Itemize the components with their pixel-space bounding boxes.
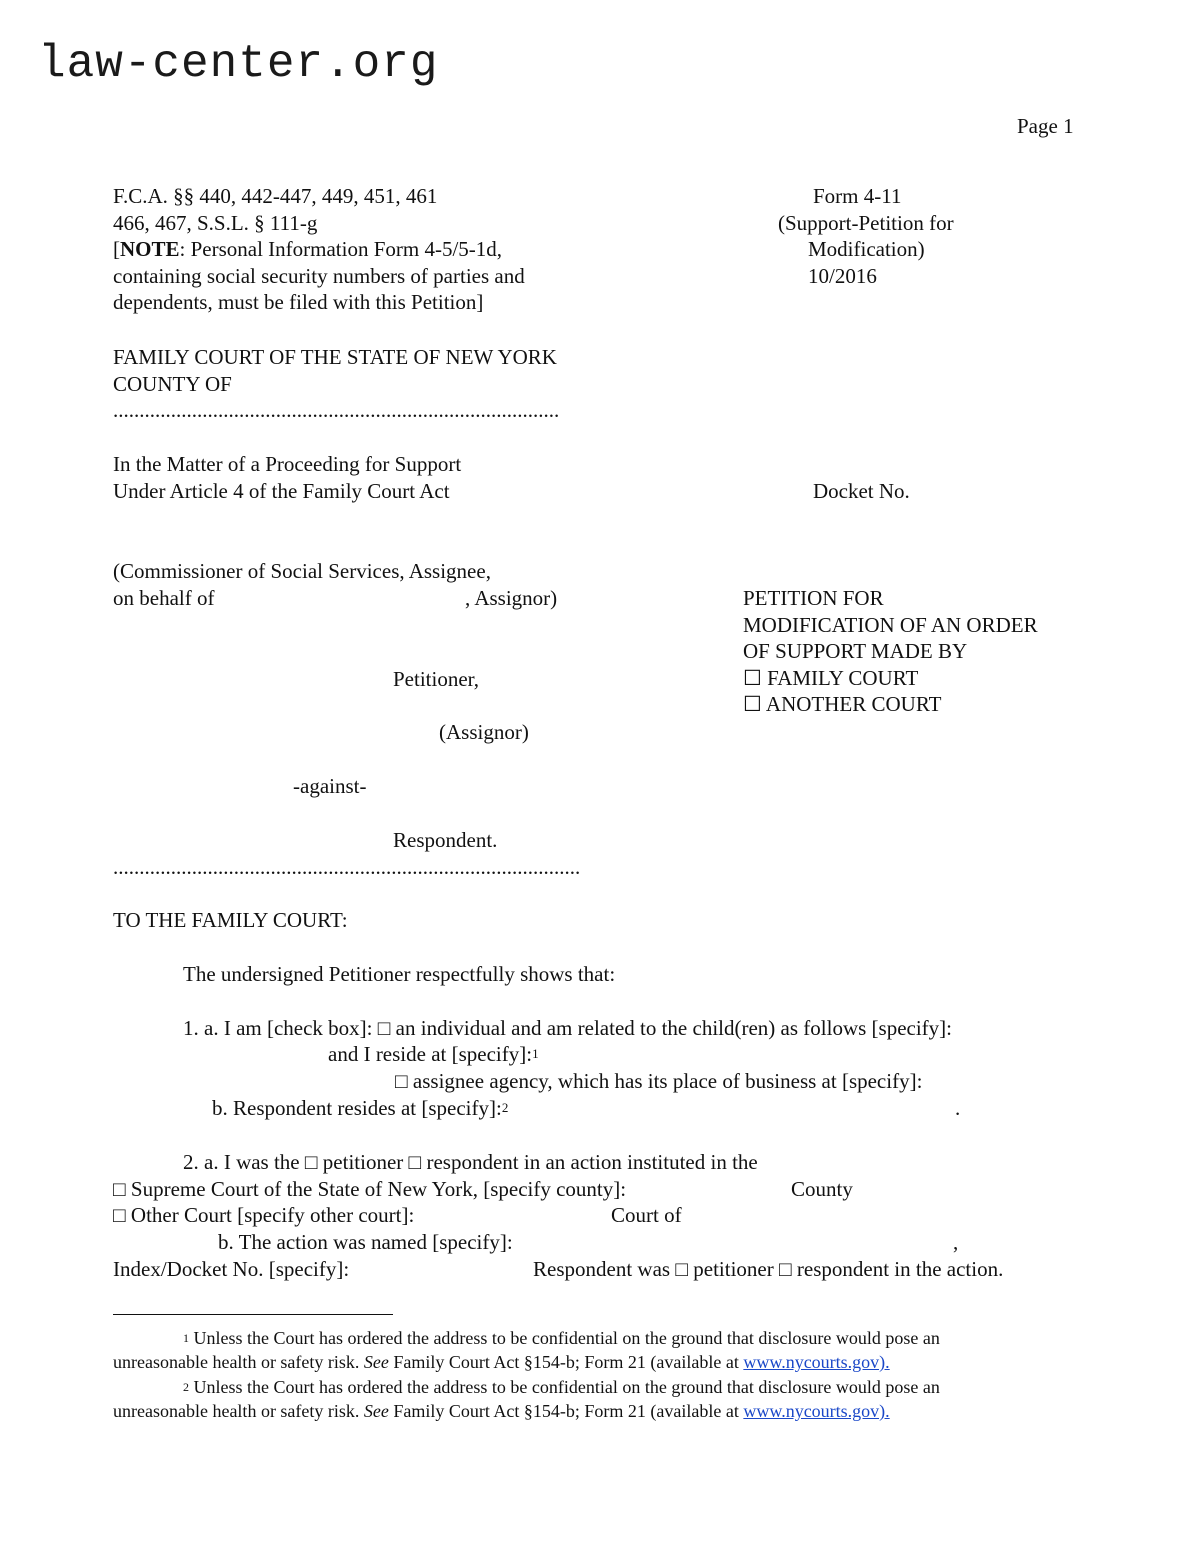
note-line-1: [NOTE: Personal Information Form 4-5/5-1d,	[113, 237, 503, 261]
item-2b: b. The action was named [specify]:	[218, 1230, 513, 1254]
statute-header	[113, 183, 525, 316]
item-1a: 1. a. I am [check box]: □ an individual and am related to the child(ren) as follows [specify]:	[183, 1016, 953, 1040]
footnote-1-see: See	[363, 1352, 389, 1372]
against-label: -against-	[293, 774, 367, 798]
respondent-label: Respondent.	[393, 828, 498, 852]
court-divider: .....................................................................................	[113, 398, 560, 422]
to-court-heading: TO THE FAMILY COURT:	[113, 908, 348, 932]
footnote-2: $^2$ Unless the Court has ordered the address to be confidential on the ground that disclosure would pose an unreasonable health or safety risk. See Family Court Act §154-b; Form 21 (available at www.nycourts.gov).	[113, 1377, 940, 1421]
item-2a: 2. a. I was the □ petitioner □ respondent in an action instituted in the	[183, 1150, 758, 1174]
item-2a-court-of: Court of	[611, 1203, 682, 1227]
family-court-checkbox[interactable]: ☐ FAMILY COURT	[743, 665, 919, 690]
footnote-1-number: 1	[183, 1331, 189, 1345]
item-2a-other: □ Other Court [specify other court]:	[113, 1203, 415, 1227]
court-name: FAMILY COURT OF THE STATE OF NEW YORK	[113, 345, 557, 369]
docket-label: Docket No.	[813, 479, 910, 503]
petition-title-line-3: OF SUPPORT MADE BY	[743, 639, 968, 663]
item-1b-end: .	[955, 1096, 961, 1120]
item-2-index: Index/Docket No. [specify]:	[113, 1257, 350, 1281]
footnote-1: $^1$ Unless the Court has ordered the address to be confidential on the ground that disclosure would pose an unreasonable health or safety risk. See Family Court Act §154-b; Form 21 (available at www.nycourts.gov).	[113, 1328, 940, 1372]
petition-title-line-1: PETITION FOR	[743, 586, 884, 610]
petition-title	[743, 585, 1038, 718]
matter-caption	[113, 451, 461, 504]
note-line-3: dependents, must be filed with this Petition]	[113, 290, 484, 314]
form-number: Form 4-11	[813, 184, 902, 208]
footnote-2-see: See	[363, 1401, 389, 1421]
item-2a-county: County	[791, 1177, 853, 1201]
site-brand: law-center.org	[38, 38, 439, 90]
form-type-2: Modification)	[808, 237, 925, 261]
commissioner-line: (Commissioner of Social Services, Assignee,	[113, 559, 491, 583]
item-1a-agency: □ assignee agency, which has its place of business at [specify]:	[395, 1069, 923, 1093]
item-2-respondent-was: Respondent was □ petitioner □ respondent in the action.	[533, 1257, 1004, 1281]
footnote-ref-2: 2	[501, 1100, 509, 1115]
item-1b: b. Respondent resides at [specify]:$^2$	[212, 1096, 509, 1120]
footnote-2-link[interactable]: www.nycourts.gov).	[743, 1401, 890, 1421]
footnote-separator	[113, 1314, 393, 1315]
on-behalf-label: on behalf of	[113, 586, 215, 610]
item-2b-comma: ,	[953, 1230, 959, 1254]
assignor-suffix: , Assignor)	[465, 586, 558, 610]
statute-line-2: 466, 467, S.S.L. § 111-g	[113, 210, 318, 235]
court-heading	[113, 344, 559, 424]
intro-paragraph: The undersigned Petitioner respectfully shows that:	[183, 962, 616, 986]
footnote-1-link[interactable]: www.nycourts.gov).	[743, 1352, 890, 1372]
note-line-2: containing social security numbers of parties and	[113, 263, 525, 288]
petitioner-label: Petitioner,	[393, 667, 480, 691]
form-type: (Support-Petition for	[778, 211, 954, 235]
statute-line-1: F.C.A. §§ 440, 442-447, 449, 451, 461	[113, 184, 438, 208]
footnote-2-number: 2	[183, 1380, 189, 1394]
item-2a-supreme: □ Supreme Court of the State of New York, [specify county]:	[113, 1177, 627, 1201]
form-date: 10/2016	[808, 264, 877, 288]
matter-line-1: In the Matter of a Proceeding for Support	[113, 452, 462, 476]
item-1a-reside: and I reside at [specify]:$^1$	[328, 1042, 539, 1066]
footnote-ref-1: 1	[532, 1046, 539, 1061]
caption-divider: .........................................................................................	[113, 855, 581, 879]
county-label: COUNTY OF	[113, 371, 232, 396]
petition-title-line-2: MODIFICATION OF AN ORDER	[743, 612, 1038, 637]
note-label: NOTE	[120, 237, 180, 261]
page-number: Page 1	[1017, 114, 1074, 138]
another-court-checkbox[interactable]: ☐ ANOTHER COURT	[743, 692, 942, 716]
matter-line-2: Under Article 4 of the Family Court Act	[113, 478, 450, 503]
assignor-label: (Assignor)	[439, 720, 529, 744]
